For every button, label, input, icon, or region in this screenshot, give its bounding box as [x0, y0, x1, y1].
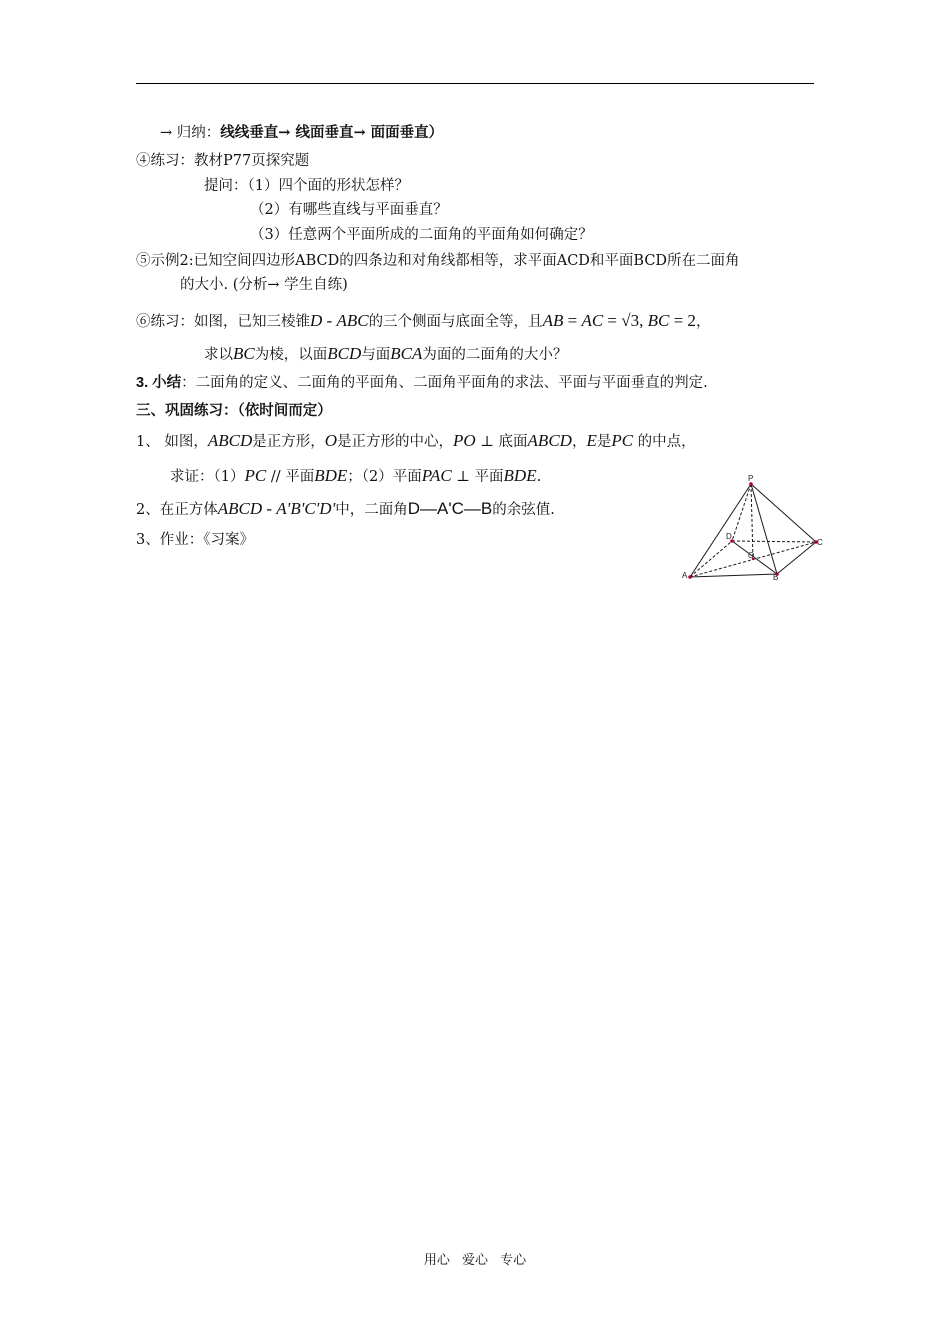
label-D: D — [726, 532, 732, 541]
edge-BC — [777, 542, 816, 574]
edge-AB — [690, 574, 777, 577]
summary-3: 3. 小结：二面角的定义、二面角的平面角、二面角平面角的求法、平面与平面垂直的判定. — [136, 375, 708, 391]
edge-DC — [732, 541, 816, 542]
pyramid-figure — [676, 472, 840, 584]
dihedral-expression: D—A'C—B — [407, 499, 493, 518]
edge-PC — [751, 484, 816, 542]
label-P: P — [748, 474, 754, 483]
question-1: 提问：（1）四个面的形状怎样？ — [204, 178, 409, 194]
question-2: （2）有哪些直线与平面垂直？ — [250, 202, 448, 218]
example-2: ⑤示例2:已知空间四边形ABCD的四条边和对角线都相等，求平面ACD和平面BCD所在二面角 — [136, 253, 740, 269]
question-3: （3）任意两个平面所成的二面角的平面角如何确定？ — [250, 227, 593, 243]
problem-2: 2、在正方体ABCD - A'B'C'D'中，二面角D—A'C—B的余弦值. — [136, 499, 555, 518]
point-A — [688, 575, 692, 579]
summary-bold: 线线垂直→ 线面垂直→ 面面垂直） — [220, 124, 444, 141]
exercise-6-cont: 求以BC为棱，以面BCD与面BCA为面的二面角的大小？ — [204, 344, 568, 363]
problem-1: 1、 如图，ABCD是正方形，O是正方形的中心，PO ⊥ 底面ABCD，E是PC 的中点， — [136, 431, 696, 450]
label-C: C — [817, 538, 823, 547]
edge-PB — [751, 484, 777, 574]
sqrt-three: √3 — [621, 311, 640, 330]
exercise-6: ⑥练习：如图，已知三棱锥D - ABC的三个侧面与底面全等，且AB = AC = √3, BC = 2， — [136, 311, 711, 330]
edge-PD — [732, 484, 751, 541]
problem-1-prove: 求证：（1）PC // 平面BDE；（2）平面PAC ⊥ 平面BDE. — [170, 466, 542, 485]
homework: 3、作业：《习案》 — [136, 532, 254, 548]
label-A: A — [682, 571, 688, 580]
edge-PA — [690, 484, 751, 577]
section-heading-3: 三、巩固练习：（依时间而定） — [136, 402, 332, 419]
label-B: B — [773, 573, 779, 582]
exercise-4: ④练习：教材P77页探究题 — [136, 153, 310, 169]
segment-DB — [732, 541, 777, 574]
header-rule — [136, 83, 814, 84]
example-2-cont: 的大小. (分析→ 学生自练) — [180, 277, 348, 293]
label-O: O — [748, 551, 755, 560]
footer-slogan: 用心 爱心 专心 — [423, 1253, 527, 1268]
segment-PO — [751, 484, 753, 559]
summary-line: → 归纳：线线垂直→ 线面垂直→ 面面垂直） — [160, 124, 444, 141]
